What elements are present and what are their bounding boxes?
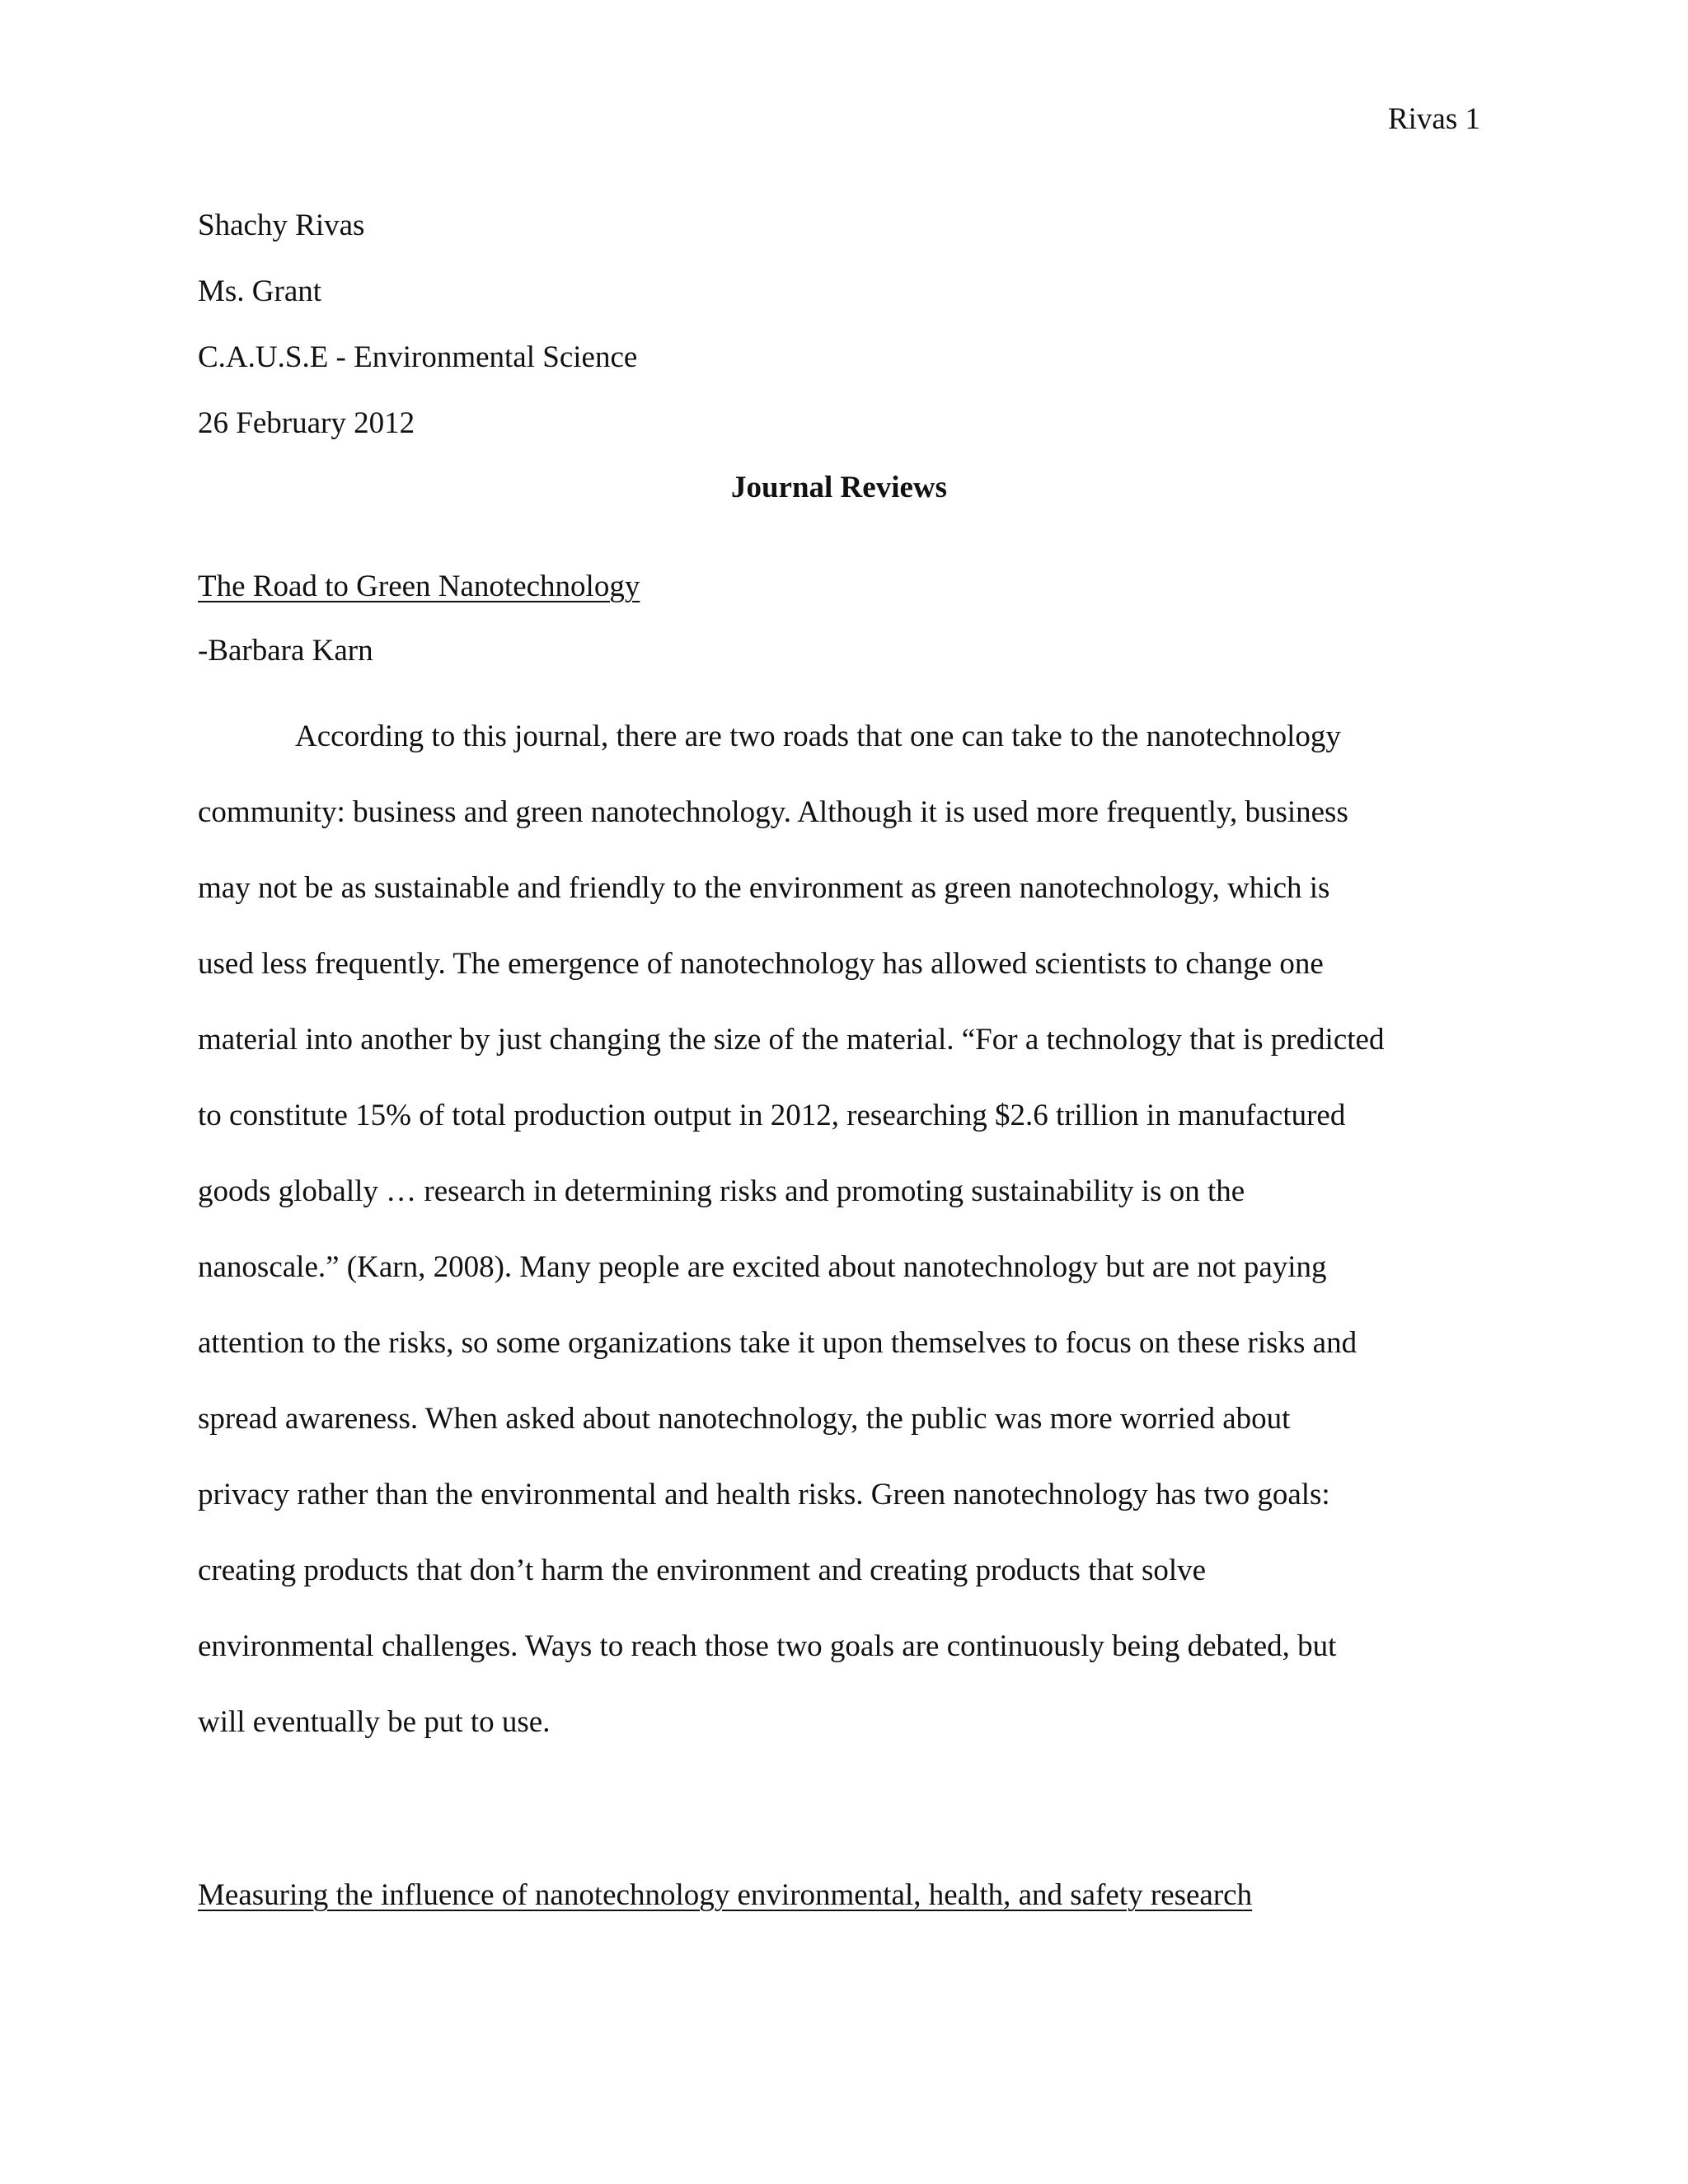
page-header: Rivas 1 xyxy=(1387,102,1480,136)
body-line: will eventually be put to use. xyxy=(198,1705,551,1739)
review-title-1: The Road to Green Nanotechnology xyxy=(198,569,640,603)
body-line: spread awareness. When asked about nanotechnology, the public was more worried about xyxy=(198,1402,1291,1436)
body-line: privacy rather than the environmental and health risks. Green nanotechnology has two goals: xyxy=(198,1478,1330,1511)
review-author-1: -Barbara Karn xyxy=(198,634,373,668)
body-line: used less frequently. The emergence of nanotechnology has allowed scientists to change one xyxy=(198,947,1324,981)
body-line: community: business and green nanotechnology. Although it is used more frequently, business xyxy=(198,795,1348,829)
body-line: to constitute 15% of total production output in 2012, researching $2.6 trillion in manufactured xyxy=(198,1099,1346,1132)
teacher-name: Ms. Grant xyxy=(198,274,322,308)
date: 26 February 2012 xyxy=(198,406,415,440)
review-title-2: Measuring the influence of nanotechnology environmental, health, and safety research xyxy=(198,1878,1253,1912)
course-name: C.A.U.S.E - Environmental Science xyxy=(198,340,638,374)
document-title: Journal Reviews xyxy=(730,471,948,504)
body-line: goods globally … research in determining risks and promoting sustainability is on the xyxy=(198,1174,1245,1208)
student-name: Shachy Rivas xyxy=(198,209,365,242)
body-line: According to this journal, there are two roads that one can take to the nanotechnology xyxy=(295,719,1341,753)
body-line: attention to the risks, so some organizations take it upon themselves to focus on these risks and xyxy=(198,1326,1357,1360)
body-line: creating products that don’t harm the environment and creating products that solve xyxy=(198,1554,1207,1587)
body-line: material into another by just changing the size of the material. “For a technology that is predicted xyxy=(198,1023,1385,1057)
body-line: environmental challenges. Ways to reach those two goals are continuously being debated, but xyxy=(198,1629,1337,1663)
review-body-1 xyxy=(198,699,1496,1760)
mla-heading xyxy=(198,208,1480,471)
body-line: nanoscale.” (Karn, 2008). Many people are excited about nanotechnology but are not paying xyxy=(198,1250,1327,1284)
body-line: may not be as sustainable and friendly to the environment as green nanotechnology, which is xyxy=(198,871,1330,905)
